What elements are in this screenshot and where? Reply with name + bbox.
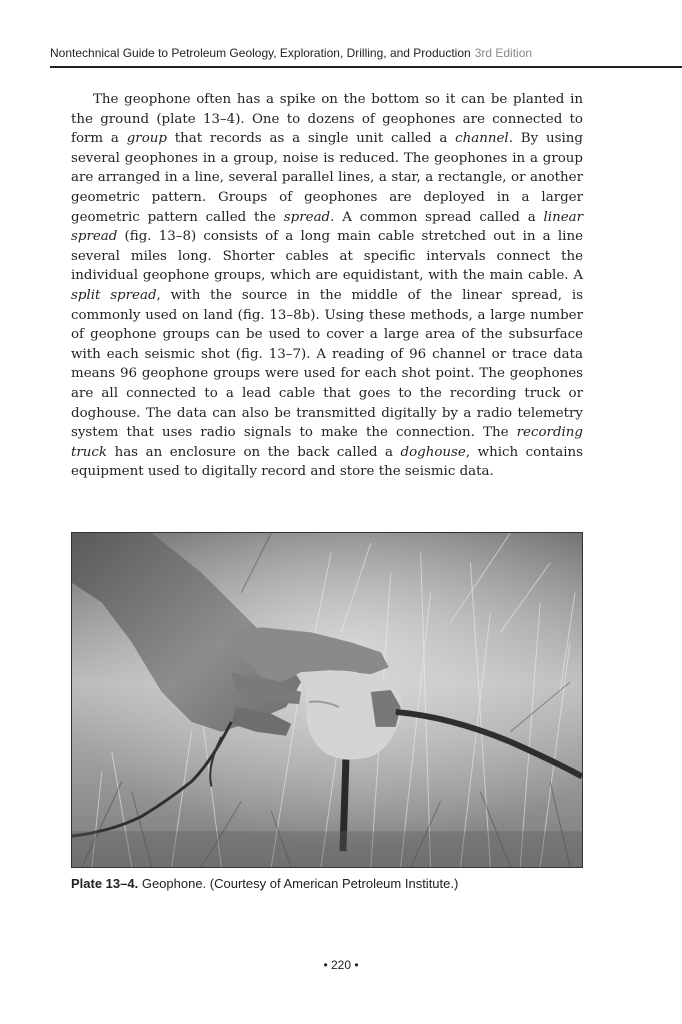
term-channel: channel (455, 131, 509, 147)
body-paragraph (71, 90, 583, 482)
text-run: , which contains equipment used to digitally record and store the seismic data. (71, 444, 583, 480)
page-number: • 220 • (323, 958, 359, 972)
figure-label: Plate 13–4. (71, 876, 139, 891)
text-run: (fig. 13–8) consists of a long main cable stretched out in a line several miles long. Shorter cables at specific intervals connect the individual geophone groups, which are equidistant, with the main cable. A (71, 229, 583, 284)
text-run: that records as a single unit called a (166, 131, 456, 147)
term-spread: spread (283, 209, 331, 225)
running-header (50, 46, 682, 68)
book-title: Nontechnical Guide to Petroleum Geology, Exploration, Drilling, and Production (50, 46, 471, 60)
text-run: . A common spread called a (330, 209, 544, 225)
term-doghouse: doghouse (400, 444, 466, 460)
term-linear-spread: linear spread (71, 209, 583, 245)
term-split-spread: split spread (71, 287, 157, 303)
geophone-photo-illustration (72, 533, 582, 867)
text-run: The geophone often has a spike on the bottom so it can be planted in the ground (plate 13–4). One to dozens of geophones are connected to form a (71, 92, 583, 147)
text-run: . By using several geophones in a group, noise is reduced. The geophones in a group are arranged in a line, several parallel lines, a star, a rectangle, or another geometric pattern. Groups of geophones are deployed in a larger geometric pattern called the (71, 131, 583, 225)
figure-caption (71, 876, 631, 891)
text-run: , with the source in the middle of the linear spread, is commonly used on land (fig. 13–8b). Using these methods, a large number of geophone groups can be used to cover a large area of the subsurface with each seismic shot (fig. 13–7). A reading of 96 channel or trace data means 96 geophone groups were used for each shot point. The geophones are all connected to a lead cable that goes to the recording truck or doghouse. The data can also be transmitted digitally by a radio telemetry system that uses radio signals to make the connection. The (71, 287, 583, 441)
figure-caption-text: Geophone. (Courtesy of American Petroleum Institute.) (138, 876, 459, 891)
term-group: group (126, 131, 167, 147)
term-recording-truck: recording truck (71, 425, 583, 460)
geophone-photo (71, 532, 583, 868)
text-run: has an enclosure on the back called a (107, 444, 401, 460)
edition-label: 3rd Edition (474, 46, 533, 60)
